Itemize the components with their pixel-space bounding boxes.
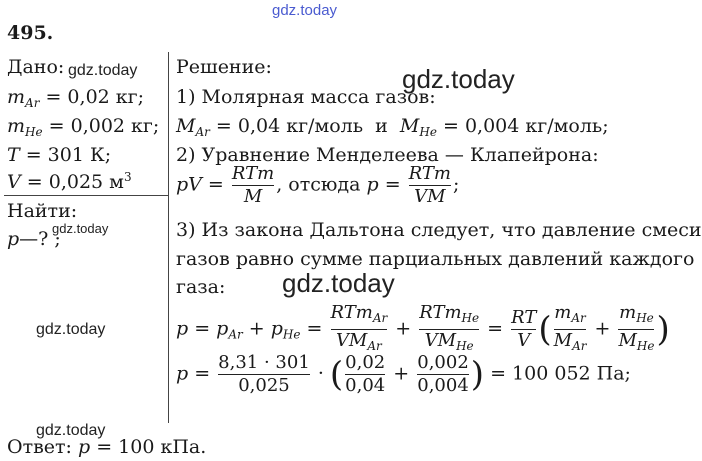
given-item-m-he: $m_{He} = 0,002$ кг;: [7, 115, 160, 139]
solution-step-2: 2) Уравнение Менделеева — Клапейрона:: [176, 144, 599, 166]
divider-horizontal: [4, 195, 168, 196]
solution-final-calculation: p = $\frac{8,31 \cdot 301}{0,025}$ · ( $\frac{0,02}{0,04}$ + $\frac{0,002}{0,004}$ ) = 100 052 Па;: [176, 352, 631, 396]
solution-step-3-line-1: 3) Из закона Дальтона следует, что давление смеси: [176, 219, 702, 241]
solution-dalton-equation: $p = p_{Ar} + p_{He}$ = $\frac{RTm_{Ar}}{VM_{Ar}}$ + $\frac{RTm_{He}}{VM_{He}}$ = $\frac{RT}{V}$ ( $\frac{m_{Ar}}{M_{Ar}}$ + $\frac{m_{He}}{M_{He}}$ ): [176, 302, 670, 357]
watermark-6: gdz.today: [36, 422, 106, 439]
solution-step-3-line-2: газов равно сумме парциальных давлений каждого: [176, 248, 695, 270]
answer: Ответ: p = 100 кПа.: [7, 436, 207, 458]
watermark-4: gdz.today: [282, 268, 395, 298]
divider-vertical: [168, 52, 169, 423]
watermark-3: gdz.today: [52, 221, 109, 236]
given-item-m-ar: $m_{Ar} = 0,02$ кг;: [7, 86, 145, 110]
solution-molar-masses: $M_{Ar} = 0,04$ кг/моль и $M_{He} = 0,004$ кг/моль;: [176, 115, 609, 139]
watermark-top: gdz.today: [272, 2, 338, 19]
solution-title: Решение:: [176, 56, 272, 78]
find-item: p—? ;: [7, 228, 61, 250]
watermark-5: gdz.today: [36, 321, 106, 338]
problem-number: 495.: [7, 22, 54, 44]
solution-equation-2: pV = $\frac{\text{RTm}}{M}$ , отсюда p = $\frac{\text{RTm}}{VM}$ ;: [176, 163, 460, 207]
given-title: Дано:: [7, 56, 65, 78]
given-item-t: T = 301 К;: [7, 144, 112, 166]
solution-step-1: 1) Молярная масса газов:: [176, 86, 436, 108]
solution-step-3-line-3: газа:: [176, 276, 226, 298]
watermark-2: gdz.today: [402, 64, 515, 94]
watermark-1: gdz.today: [68, 62, 138, 79]
given-item-v: V = 0,025 $м^3$: [7, 170, 132, 193]
find-title: Найти:: [7, 200, 78, 222]
